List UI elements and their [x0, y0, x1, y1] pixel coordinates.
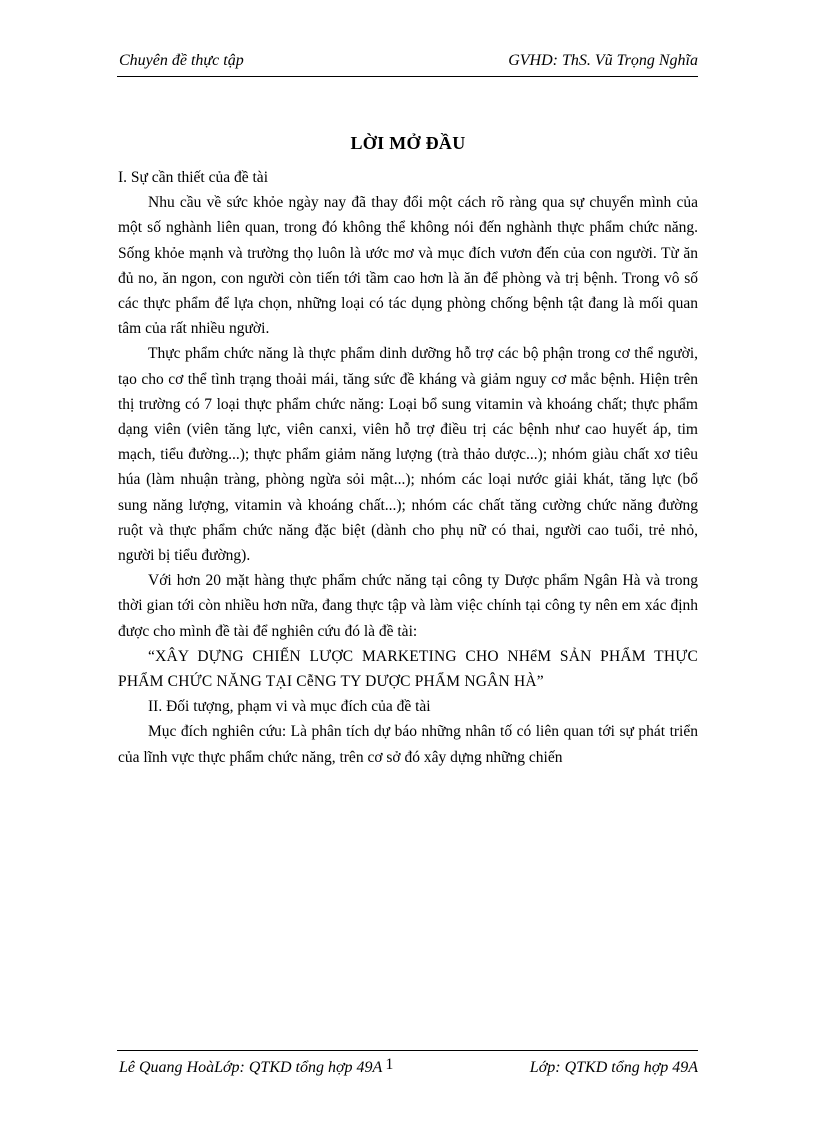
page-number: 1 [385, 1056, 394, 1073]
page-footer [117, 1050, 698, 1081]
header-left-text: Chuyên đề thực tập [119, 52, 244, 69]
paragraph-3: Với hơn 20 mặt hàng thực phẩm chức năng tại công ty Dược phẩm Ngân Hà và trong thời gian tới còn nhiều hơn nữa, đang thực tập và làm việc chính tại công ty nên em xác định được cho mình đề tài để nghiên cứu đó là đề tài: [118, 572, 698, 640]
document-title: LỜI MỞ ĐẦU [350, 133, 466, 153]
footer-right-text: Lớp: QTKD tổng hợp 49A [529, 1059, 698, 1076]
header-right-text: GVHD: ThS. Vũ Trọng Nghĩa [508, 52, 698, 69]
paragraph-4: Mục đích nghiên cứu: Là phân tích dự báo những nhân tố có liên quan tới sự phát triển của lĩnh vực thực phẩm chức năng, trên cơ sở đó xây dựng những chiến [118, 723, 698, 766]
paragraph-2: Thực phẩm chức năng là thực phẩm dinh dưỡng hỗ trợ các bộ phận trong cơ thể người, tạo cho cơ thể tình trạng thoải mái, tăng sức đề kháng và giảm nguy cơ mắc bệnh. Hiện trên thị trường có 7 loại thực phẩm chức năng: Loại bổ sung vitamin và khoáng chất; thực phẩm dạng viên (viên tăng lực, viên canxi, viên hỗ trợ điều trị các bệnh như cao huyết áp, tim mạch, tiểu đường...); thực phẩm giảm năng lượng (trà thảo dược...); nhóm giàu chất xơ tiêu húa (làm nhuận tràng, phòng ngừa sỏi mật...); nhóm các loại nước giải khát, tăng lực (bổ sung năng lượng, vitamin và khoáng chất...); nhóm các chất tăng cường chức năng đường ruột và thực phẩm chức năng đặc biệt (dành cho phụ nữ có thai, người cao tuổi, trẻ nhỏ, người bị tiểu đường). [118, 345, 698, 565]
topic-quote: “XÂY DỰNG CHIẾN LƯỢC MARKETING CHO NHểM SẢN PHẨM THỰC PHẨM CHỨC NĂNG TẠI CễNG TY DƯỢC PHẨM NGÂN HÀ” [118, 647, 698, 691]
page-header [117, 50, 698, 77]
footer-left [119, 1056, 394, 1077]
paragraph-1: Nhu cầu về sức khỏe ngày nay đã thay đổi một cách rõ ràng qua sự chuyển mình của một số nghành liên quan, trong đó không thể không nói đến nghành thực phẩm chức năng. Sống khỏe mạnh và trường thọ luôn là ước mơ và mục đích vươn đến của con người. Từ ăn đủ no, ăn ngon, con người còn tiến tới tầm cao hơn là ăn để phòng và trị bệnh. Trong vô số các thực phẩm để lựa chọn, những loại có tác dụng phòng chống bệnh tật đang là mối quan tâm của rất nhiều người. [118, 194, 698, 338]
section-heading-1: I. Sự cần thiết của đề tài [118, 169, 268, 186]
section-heading-2: II. Đối tượng, phạm vi và mục đích của đề tài [148, 698, 431, 716]
footer-left-text: Lê Quang HoàLớp: QTKD tổng hợp 49A [119, 1059, 383, 1076]
document-body [118, 165, 698, 770]
